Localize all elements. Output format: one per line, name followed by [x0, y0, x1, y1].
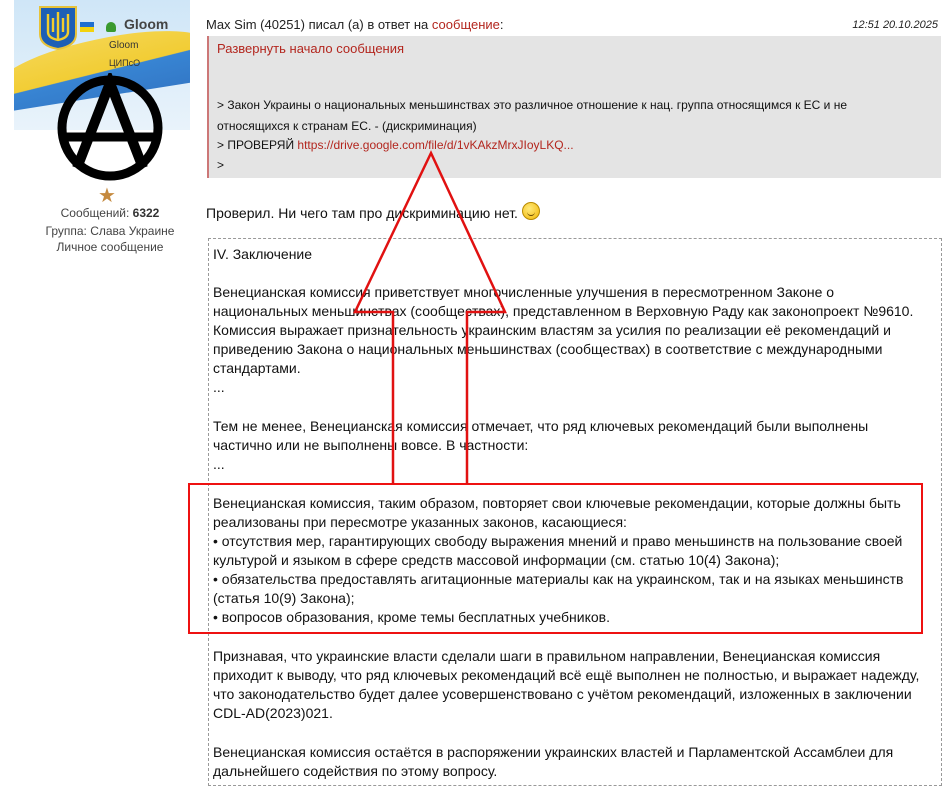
google-drive-link[interactable]: https://drive.google.com/file/d/1vKAkzMrxJIoyLKQ...	[297, 138, 574, 152]
doc-line: Признавая, что украинские власти сделали шаги в правильном направлении, Венецианская комиссия	[213, 648, 881, 664]
country-flag-icon	[80, 22, 94, 32]
doc-line: стандартами.	[213, 360, 301, 376]
doc-line: Тем не менее, Венецианская комиссия отмечает, что ряд ключевых рекомендаций были выполнены	[213, 418, 869, 434]
doc-line: дальнейшего содействия по этому вопросу.	[213, 763, 498, 779]
user-group: Группа: Слава Украине	[45, 224, 175, 238]
doc-line: приведению Закона о национальных меньшинствах (сообществах) в соответствие с международными	[213, 341, 883, 357]
doc-line: Венецианская комиссия, таким образом, повторяет свои ключевые рекомендации, которые должны быть	[213, 495, 901, 511]
doc-line: национальных меньшинствах (сообществах), представленном в Верховную Раду как законопроект №9610.	[213, 303, 914, 319]
trident-emblem-icon	[36, 4, 80, 50]
quote-line-3-prefix: > ПРОВЕРЯЙ	[217, 138, 298, 152]
quote-author: Max Sim (40251) писал (а) в ответ на	[206, 17, 429, 32]
reply-text	[206, 202, 540, 221]
doc-line: (статья 10(9) Закона);	[213, 590, 355, 606]
doc-line: что законодательство будет далее усовершенствовано с учётом рекомендаций, изложенных в заключении	[213, 686, 912, 702]
quote-colon: :	[499, 17, 504, 32]
doc-line: культурой и языком в сфере средств массовой информации (см. статью 10(4) Закона);	[213, 552, 780, 568]
quote-line-2: относящихся к странам ЕС. - (дискриминация)	[217, 119, 477, 133]
reply-message: Проверил. Ни чего там про дискриминацию нет.	[206, 205, 518, 221]
post-count-label: Сообщений:	[60, 206, 130, 220]
post-body	[206, 0, 944, 800]
quote-line-4: >	[217, 158, 225, 172]
quoted-message	[207, 36, 941, 178]
doc-line: • вопросов образования, кроме темы бесплатных учебников.	[213, 609, 611, 625]
doc-line: приходит к выводу, что ряд ключевых рекомендаций всё ещё выполнен не полностью, и выражает надежду,	[213, 667, 920, 683]
rank-star-icon: ★	[98, 185, 116, 207]
doc-line: Комиссия выражает признательность украинским властям за усилия по реализации её рекомендаций и	[213, 322, 891, 338]
doc-line: Венецианская комиссия остаётся в распоряжении украинских властей и Парламентской Ассамблеи для	[213, 744, 894, 760]
doc-line: частично или не выполнены вовсе. В частности:	[213, 437, 529, 453]
post-timestamp: 12:51 20.10.2025	[852, 19, 938, 31]
online-status-icon	[106, 22, 116, 32]
doc-line: • отсутствия мер, гарантирующих свободу выражения мнений и право меньшинств на пользование своей	[213, 533, 903, 549]
quote-line-1: > Закон Украины о национальных меньшинствах это различное отношение к нац. группа относящимся к ЕС и не	[217, 98, 848, 112]
post-count	[20, 206, 200, 220]
quote-source-link[interactable]: сообщение	[431, 17, 500, 32]
post-count-value: 6322	[132, 206, 160, 220]
user-title: Gloom	[109, 40, 139, 51]
expand-quote-link[interactable]: Развернуть начало сообщения	[217, 41, 405, 56]
username[interactable]: Gloom	[124, 16, 169, 32]
doc-line: • обязательства предоставлять агитационные материалы как на украинском, так и на языках меньшинств	[213, 571, 904, 587]
doc-line: Венецианская комиссия приветствует многочисленные улучшения в пересмотренном Законе о	[213, 284, 835, 300]
private-message-link[interactable]: Личное сообщение	[56, 240, 164, 254]
doc-line: CDL-AD(2023)021.	[213, 705, 333, 721]
quote-header	[206, 17, 504, 32]
user-rank: ЦИПсО	[109, 58, 141, 68]
quote-line-3	[217, 138, 574, 152]
document-excerpt	[208, 238, 942, 786]
doc-line: реализованы при пересмотре указанных законов, касающиеся:	[213, 514, 627, 530]
doc-line: ...	[213, 456, 225, 472]
avatar[interactable]	[55, 73, 165, 183]
smiley-icon	[522, 202, 540, 220]
doc-line: ...	[213, 379, 225, 395]
user-panel	[0, 0, 200, 800]
doc-line: IV. Заключение	[213, 246, 313, 262]
